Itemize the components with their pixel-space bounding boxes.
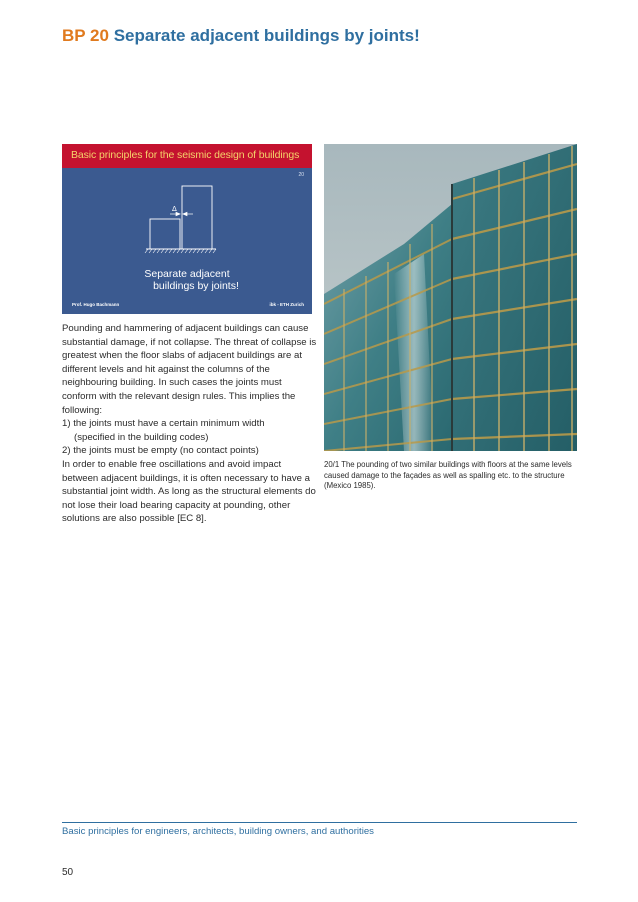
slide-caption-line2: buildings by joints! bbox=[153, 280, 239, 292]
small-building bbox=[150, 219, 180, 249]
list-item-2: 2) the joints must be empty (no contact points) bbox=[62, 445, 259, 457]
glass-facade-image bbox=[324, 144, 577, 451]
delta-symbol: Δ bbox=[172, 205, 177, 213]
body-text bbox=[62, 322, 318, 526]
principle-title: Separate adjacent buildings by joints! bbox=[113, 26, 420, 45]
slide-number: 20 bbox=[298, 172, 304, 178]
slide-figure bbox=[62, 144, 312, 314]
paragraph-1: Pounding and hammering of adjacent buildings can cause substantial damage, if not collapse. The threat of collapse is greatest when the floor slabs of adjacent buildings are at different levels and hit against the columns of the neighbouring building. In such cases the joints must conform with the relevant design rules. This implies the following: bbox=[62, 323, 317, 416]
figure-caption: 20/1 The pounding of two similar buildings with floors at the same levels caused damage to the façades as well as spalling etc. to the structure (Mexico 1985). bbox=[324, 460, 572, 491]
slide-header-text: Basic principles for the seismic design of buildings bbox=[71, 149, 300, 161]
ground-hatching bbox=[145, 249, 216, 253]
slide-caption bbox=[62, 268, 312, 292]
page-title bbox=[62, 26, 622, 46]
slide-institution: ibk - ETH Zurich bbox=[269, 302, 304, 307]
slide-caption-line1: Separate adjacent bbox=[144, 268, 230, 280]
page-number: 50 bbox=[62, 867, 74, 878]
footer-text: Basic principles for engineers, architects, building owners, and authorities bbox=[62, 826, 374, 837]
footer-divider bbox=[62, 822, 577, 823]
tall-building bbox=[182, 186, 212, 249]
paragraph-2: In order to enable free oscillations and avoid impact between adjacent buildings, it is often necessary to have a substantial joint width. As long as the structural elements do not lose their load bearing capacity at pounding, other solutions are also possible [EC 8]. bbox=[62, 458, 316, 525]
principle-code: BP 20 bbox=[62, 26, 109, 45]
building-photo bbox=[324, 144, 577, 451]
slide-author: Prof. Hugo Bachmann bbox=[72, 302, 120, 307]
list-item-1-detail: (specified in the building codes) bbox=[74, 431, 209, 443]
list-item-1: 1) the joints must have a certain minimum width bbox=[62, 418, 265, 430]
